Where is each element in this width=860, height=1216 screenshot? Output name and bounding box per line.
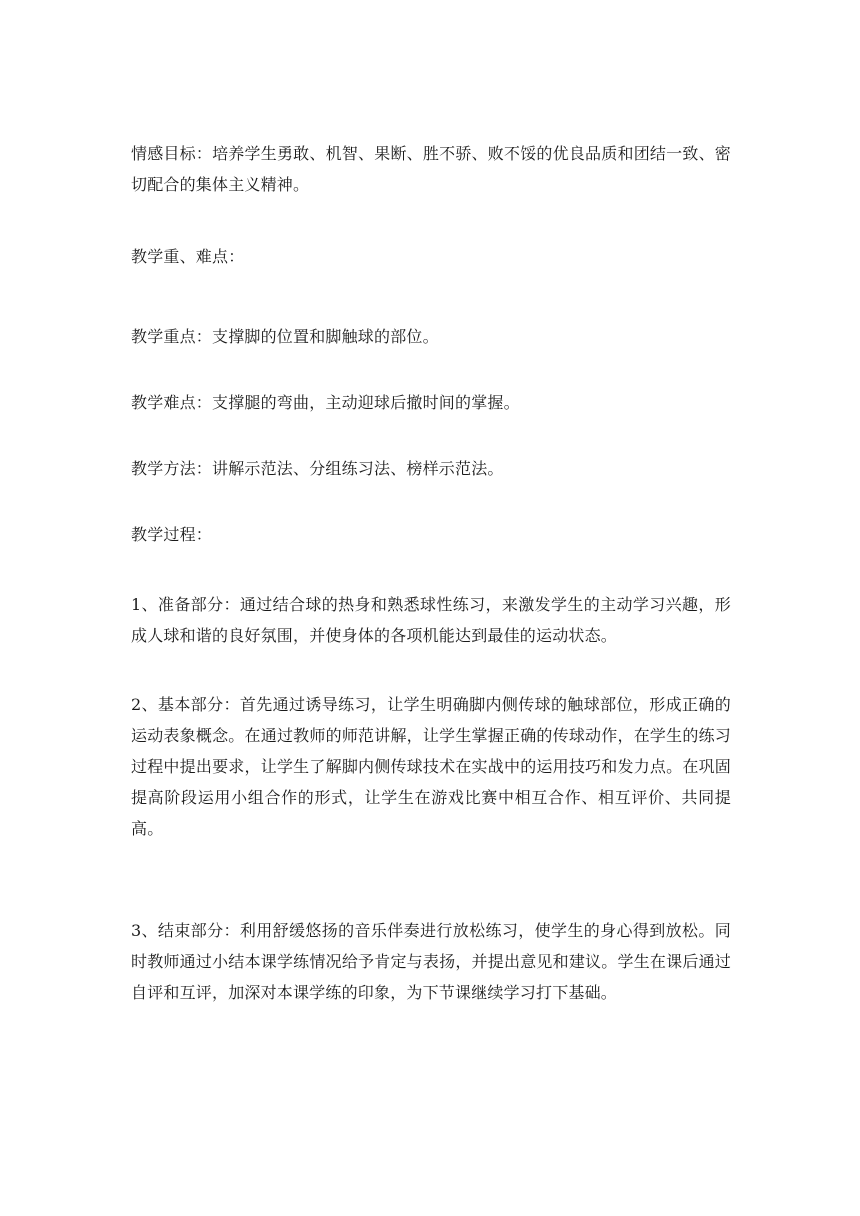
difficult-point-paragraph: 教学难点：支撑腿的弯曲，主动迎球后撤时间的掌握。 xyxy=(131,393,520,412)
key-difficult-points-heading: 教学重、难点： xyxy=(131,247,245,266)
basic-part-paragraph: 2、基本部分：首先通过诱导练习，让学生明确脚内侧传球的触球部位，形成正确的运动表象概念。在通过教师的师范讲解，让学生掌握正确的传球动作，在学生的练习过程中提出要求，让学生了解脚内侧传球技术在实战中的运用技巧和发力点。在巩固提高阶段运用小组合作的形式，让学生在游戏比赛中相互合作、相互评价、共同提高。 xyxy=(131,695,731,838)
teaching-method-paragraph: 教学方法：讲解示范法、分组练习法、榜样示范法。 xyxy=(131,459,504,478)
teaching-process-heading: 教学过程： xyxy=(131,525,213,544)
preparation-part-paragraph: 1、准备部分：通过结合球的热身和熟悉球性练习，来激发学生的主动学习兴趣，形成人球和谐的良好氛围，并使身体的各项机能达到最佳的运动状态。 xyxy=(131,595,731,645)
emotional-goal-paragraph: 情感目标：培养学生勇敢、机智、果断、胜不骄、败不馁的优良品质和团结一致、密切配合的集体主义精神。 xyxy=(131,144,731,194)
key-point-paragraph: 教学重点：支撑脚的位置和脚触球的部位。 xyxy=(131,327,439,346)
ending-part-paragraph: 3、结束部分：利用舒缓悠扬的音乐伴奏进行放松练习，使学生的身心得到放松。同时教师通过小结本课学练情况给予肯定与表扬，并提出意见和建议。学生在课后通过自评和互评，加深对本课学练的印象，为下节课继续学习打下基础。 xyxy=(131,921,731,1002)
